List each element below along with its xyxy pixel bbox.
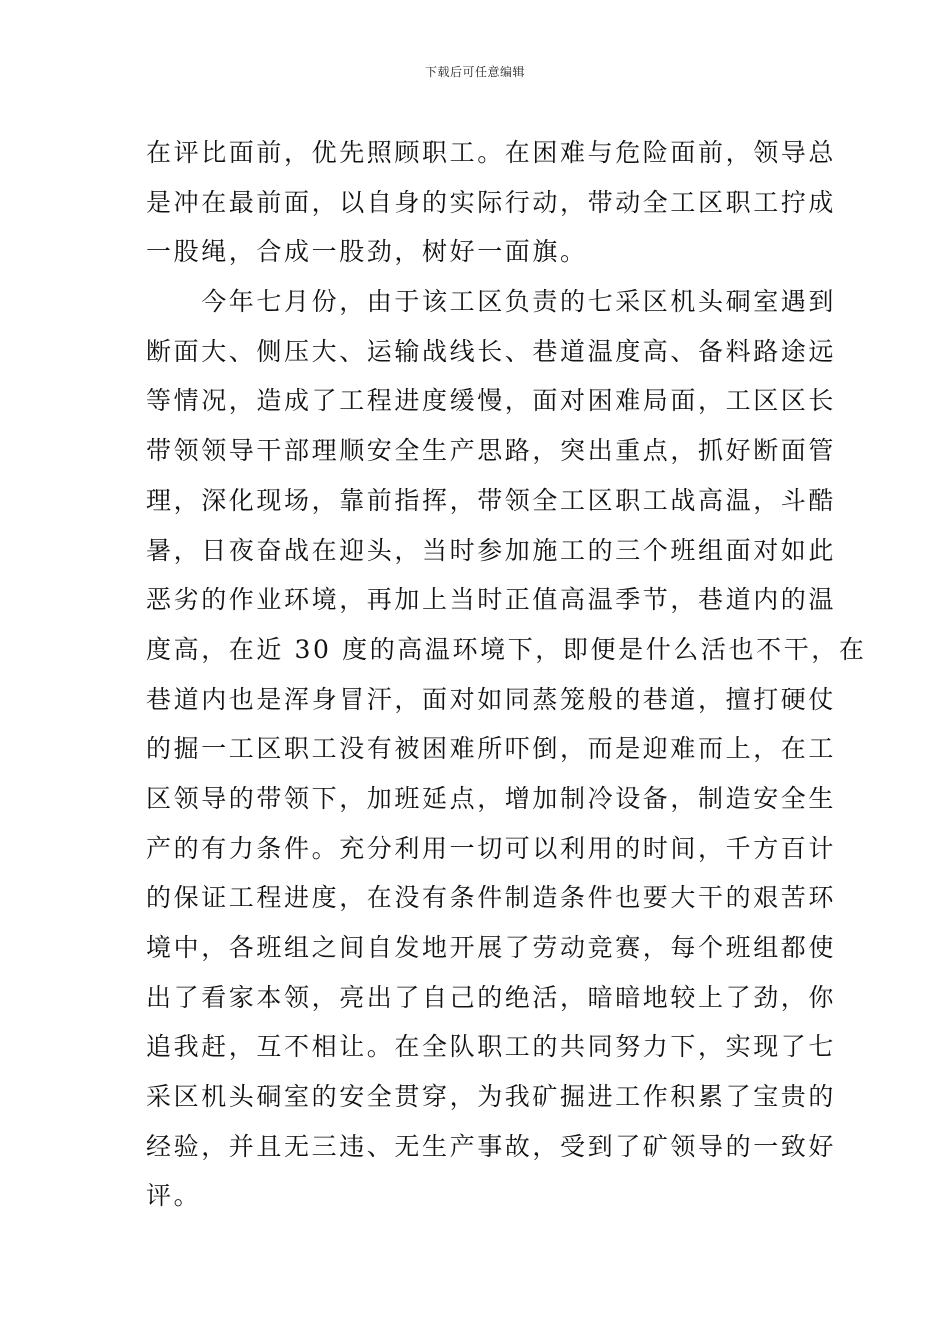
text-line: 评。 — [146, 1181, 202, 1211]
text-line: 巷道内也是浑身冒汗，面对如同蒸笼般的巷道，擅打硬仗 — [146, 684, 837, 714]
text-line: 经验，并且无三违、无生产事故，受到了矿领导的一致好 — [146, 1131, 837, 1161]
text-line: 是冲在最前面，以自身的实际行动，带动全工区职工拧成 — [146, 187, 837, 217]
text-line: 追我赶，互不相让。在全队职工的共同努力下，实现了七 — [146, 1032, 837, 1062]
text-line: 的掘一工区职工没有被困难所吓倒，而是迎难而上，在工 — [146, 734, 837, 764]
text-line: 今年七月份，由于该工区负责的七采区机头硐室遇到 — [146, 287, 837, 317]
text-line: 的保证工程进度，在没有条件制造条件也要大干的艰苦环 — [146, 883, 837, 913]
body-text — [146, 128, 867, 1221]
text-line: 产的有力条件。充分利用一切可以利用的时间，千方百计 — [146, 833, 837, 863]
text-line: 度高，在近 30 度的高温环境下，即便是什么活也不干，在 — [146, 634, 867, 664]
text-line: 恶劣的作业环境，再加上当时正值高温季节，巷道内的温 — [146, 585, 837, 615]
text-line: 一股绳，合成一股劲，树好一面旗。 — [146, 237, 588, 267]
text-line: 出了看家本领，亮出了自己的绝活，暗暗地较上了劲，你 — [146, 982, 837, 1012]
text-line: 带领领导干部理顺安全生产思路，突出重点，抓好断面管 — [146, 436, 837, 466]
text-line: 在评比面前，优先照顾职工。在困难与危险面前，领导总 — [146, 138, 837, 167]
text-line: 理，深化现场，靠前指挥，带领全工区职工战高温，斗酷 — [146, 485, 837, 515]
text-line: 境中，各班组之间自发地开展了劳动竞赛，每个班组都使 — [146, 933, 837, 962]
page-header: 下载后可任意编辑 — [424, 65, 525, 79]
text-line: 等情况，造成了工程进度缓慢，面对困难局面，工区区长 — [146, 386, 837, 416]
text-line: 断面大、侧压大、运输战线长、巷道温度高、备料路途远 — [146, 336, 837, 366]
text-line: 暑，日夜奋战在迎头，当时参加施工的三个班组面对如此 — [146, 535, 837, 565]
text-line: 采区机头硐室的安全贯穿，为我矿掘进工作积累了宝贵的 — [146, 1082, 837, 1112]
text-line: 区领导的带领下，加班延点，增加制冷设备，制造安全生 — [146, 783, 837, 813]
